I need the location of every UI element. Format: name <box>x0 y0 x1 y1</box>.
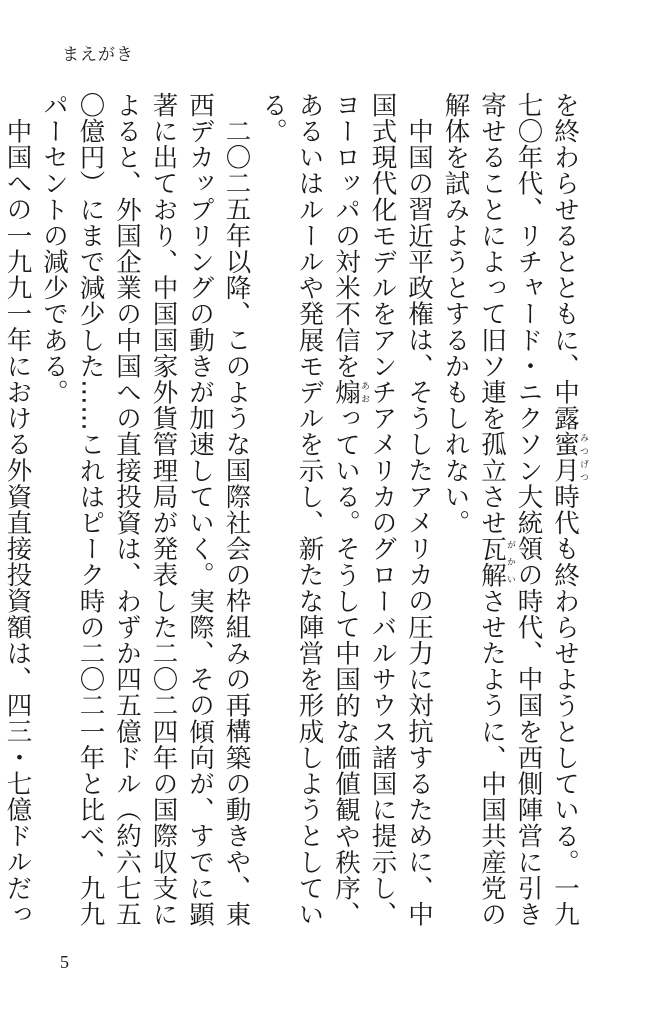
ruby-annotated-word <box>550 431 588 484</box>
text-run: っている。そうして中国的な価値観や秩序、あるいはルールや発展モデルを示し、新たな陣営を形成しようとしている。 <box>258 92 361 928</box>
vertical-body-text <box>2 92 588 952</box>
text-run: 中国への一九九一年における外資直接投資額は、四三・七億ドルだっ <box>2 117 33 927</box>
paragraph <box>0 92 36 952</box>
paragraph <box>437 92 588 952</box>
ruby-annotated-word <box>477 535 515 588</box>
page-number: 5 <box>60 952 69 972</box>
ruby-base: 瓦解 <box>477 535 507 588</box>
paragraph <box>36 92 255 952</box>
paragraph <box>255 92 438 952</box>
text-run: を終わらせるとともに、中露 <box>550 92 580 432</box>
text-run: 中国の習近平政権は、そうしたアメリカの圧力に対抗するために、中国式現代化モデルをアンチアメリカのグローバルサウス諸国に提示し、ヨーロッパの対米不信を <box>331 92 434 928</box>
text-run: 二〇二五年以降、このような国際社会の枠組みの再構築の動きや、東西デカップリングの動きが加速していく。実際、その傾向が、すでに顕著に出ており、中国国家外貨管理局が発表した二〇二四年の国際収支によると、外国企業の中国への直接投資は、わずか四五億ドル（約六七五〇億円）にまで減少した……これはピーク時の二〇二一年と比べ、九九パーセントの減少である。 <box>39 92 252 928</box>
ruby-base: 蜜月 <box>550 431 580 484</box>
ruby-base: 煽 <box>331 379 361 406</box>
text-run: させたように、中国共産党の解体を試みようとするかもしれない。 <box>440 92 507 928</box>
ruby-reading: みつげつ <box>578 431 588 484</box>
ruby-reading: あお <box>359 379 369 406</box>
ruby-annotated-word <box>331 379 369 406</box>
text-run: 時代も終わらせようとしている。一九七〇年代、リチャード・ニクソン大統領の時代、中国を西側陣営に引き寄せることによって旧ソ連を孤立させ <box>477 92 580 928</box>
ruby-reading: がかい <box>505 535 515 588</box>
running-title: まえがき <box>62 45 134 65</box>
